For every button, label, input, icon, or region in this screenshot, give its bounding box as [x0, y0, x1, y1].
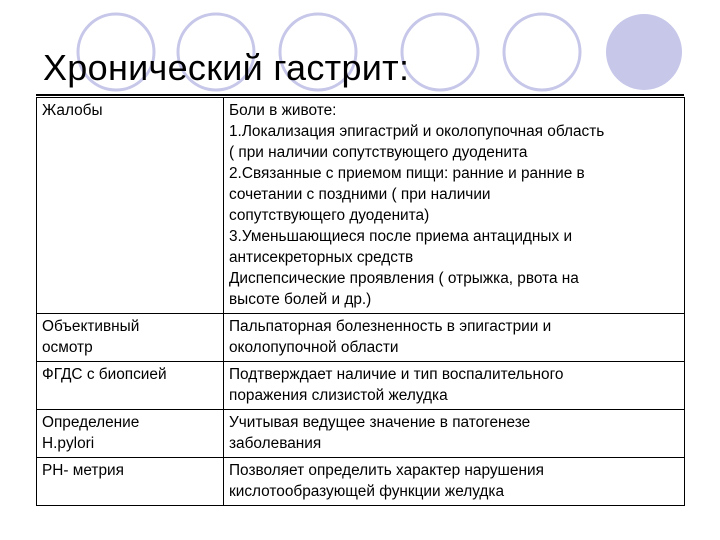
- row-label: [37, 410, 224, 458]
- cell-line: заболевания: [229, 435, 322, 452]
- cell-line: 3.Уменьшающиеся после приема антацидных и: [229, 228, 573, 245]
- cell-line: высоте болей и др.): [229, 291, 372, 308]
- cell-line: 1.Локализация эпигастрий и околопупочная область: [229, 123, 605, 140]
- cell-line: Боли в животе:: [229, 102, 337, 119]
- cell-line: Пальпаторная болезненность в эпигастрии и: [229, 318, 552, 335]
- cell-line: 2.Связанные с приемом пищи: ранние и ранние в: [229, 165, 585, 182]
- cell-line: сочетании с поздними ( при наличии: [229, 186, 491, 203]
- cell-line: поражения слизистой желудка: [229, 387, 448, 404]
- cell-line: Определение: [42, 414, 140, 431]
- row-label: [37, 98, 224, 314]
- row-value: [224, 458, 685, 506]
- slide-title: Хронический гастрит:: [43, 47, 410, 88]
- cell-line: кислотообразующей функции желудка: [229, 483, 505, 500]
- cell-line: ( при наличии сопутствующего дуоденита: [229, 144, 528, 161]
- table-row-fgds: [37, 362, 685, 410]
- row-value: [224, 98, 685, 314]
- cell-line: околопупочной области: [229, 339, 399, 356]
- row-label: [37, 362, 224, 410]
- row-value: [224, 362, 685, 410]
- cell-line: Подтверждает наличие и тип воспалительного: [229, 366, 564, 383]
- title-rule: [36, 94, 684, 96]
- cell-line: сопутствующего дуоденита): [229, 207, 430, 224]
- table-row-complaints: [37, 98, 685, 314]
- cell-line: осмотр: [42, 339, 93, 356]
- decor-circle-filled: [606, 14, 682, 90]
- row-value: [224, 314, 685, 362]
- row-label: [37, 314, 224, 362]
- decor-circle-5: [504, 14, 580, 90]
- table-row-examination: [37, 314, 685, 362]
- cell-line: ФГДС с биопсией: [42, 366, 167, 383]
- cell-line: Диспепсические проявления ( отрыжка, рвота на: [229, 270, 579, 287]
- cell-line: Учитывая ведущее значение в патогенезе: [229, 414, 531, 431]
- cell-line: антисекреторных средств: [229, 249, 414, 266]
- cell-line: PH- метрия: [42, 462, 124, 479]
- cell-line: Объективный: [42, 318, 140, 335]
- cell-line: H.pylori: [42, 435, 95, 452]
- row-value: [224, 410, 685, 458]
- table-row-hpylori: [37, 410, 685, 458]
- cell-line: Позволяет определить характер нарушения: [229, 462, 544, 479]
- gastritis-table: [36, 97, 685, 506]
- table-row-phmetry: [37, 458, 685, 506]
- decor-circle-4: [402, 14, 478, 90]
- cell-line: Жалобы: [42, 102, 103, 119]
- row-label: [37, 458, 224, 506]
